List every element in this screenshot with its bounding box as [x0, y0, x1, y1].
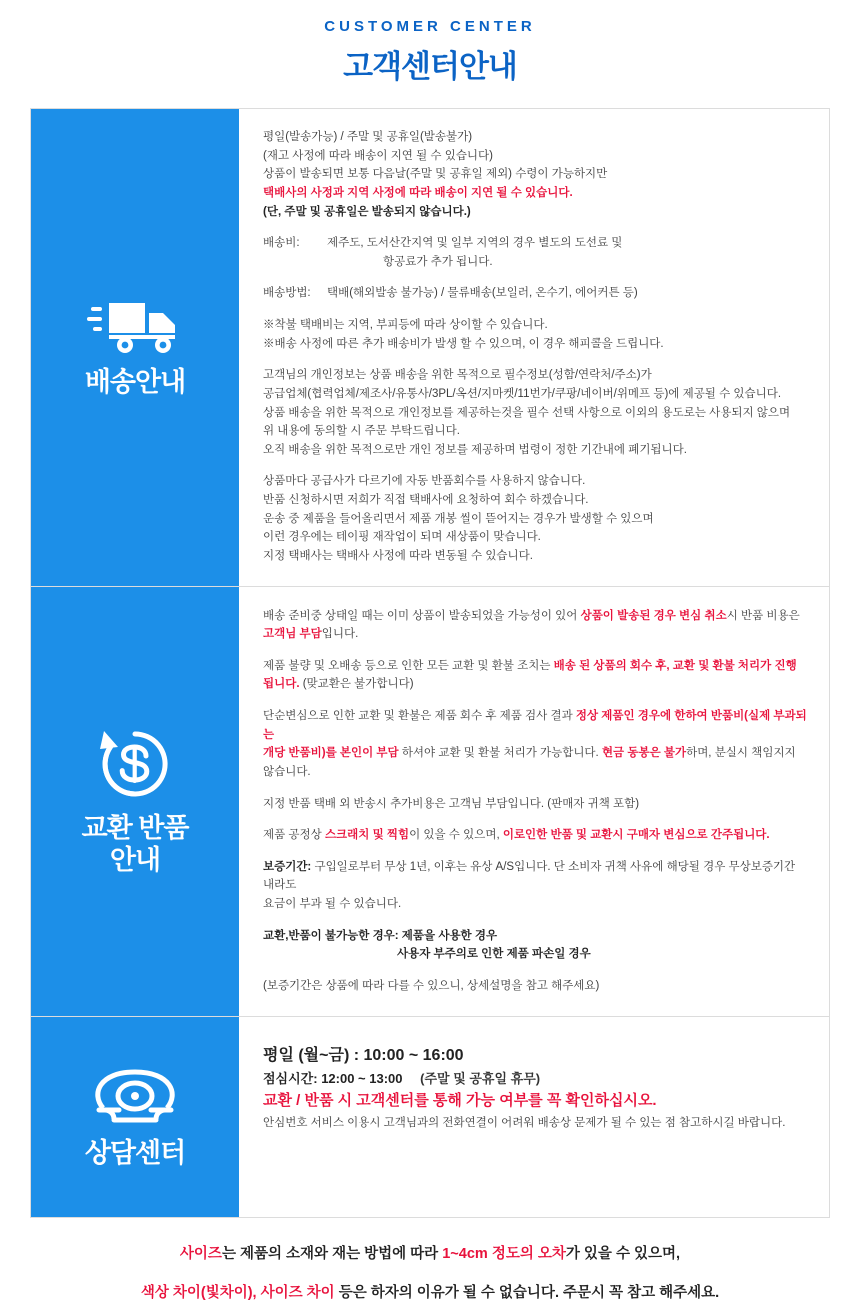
exchange-p3-c: 개당 반품비)를 본인이 부담 — [263, 747, 399, 760]
page-header — [0, 0, 860, 86]
exchange-p3-g: 않습니다. — [263, 765, 311, 778]
consult-lunch-label: 점심시간: — [263, 1071, 322, 1087]
exchange-label-line1: 교환 반품 — [81, 813, 189, 844]
delivery-schedule-line1: 평일(발송가능) / 주말 및 공휴일(발송불가) — [263, 131, 473, 143]
footer-line1-d: 가 있을 수 있으며, — [565, 1245, 681, 1262]
header-eyebrow: CUSTOMER CENTER — [324, 18, 536, 35]
exchange-p8 — [263, 977, 807, 996]
refund-dollar-icon — [96, 725, 174, 803]
exchange-p1-d: 고객님 부담 — [263, 628, 322, 641]
delivery-privacy-line2: 공급업체(협력업체/제조사/유통사/3PL/옥션/지마켓/11번가/쿠팡/네이버/위메프 등)에 제공될 수 있습니다. — [263, 387, 782, 400]
delivery-privacy-line5: 오직 배송을 위한 목적으로만 개인 정보를 제공하며 법령이 정한 기간내에 폐기됩니다. — [263, 443, 687, 456]
table-row-consult-center — [31, 1017, 829, 1217]
consult-label: 상담센터 — [84, 1137, 186, 1168]
exchange-p5-d: 이로인한 반품 및 교환시 구매자 변심으로 간주됩니다. — [502, 829, 770, 842]
delivery-return-line4: 이런 경우에는 테이핑 재작업이 되며 새상품이 맞습니다. — [263, 531, 541, 544]
delivery-privacy-line4: 위 내용에 동의할 시 주문 부탁드립니다. — [263, 425, 460, 438]
exchange-p6-c: 요금이 부과 될 수 있습니다. — [263, 898, 402, 910]
exchange-p3-f: 하며, 분실시 책임지지 — [686, 747, 796, 760]
exchange-p3-a: 단순변심으로 인한 교환 및 환불은 제품 회수 후 제품 검사 결과 — [263, 710, 576, 722]
delivery-method-key: 배송방법: — [263, 287, 311, 300]
exchange-p2-d: (맞교환은 불가합니다) — [299, 678, 414, 691]
exchange-p2-a: 제품 불량 및 오배송 등으로 인한 모든 교환 및 환불 조치는 — [263, 659, 554, 672]
consult-content — [239, 1017, 829, 1217]
delivery-schedule-line2: (재고 사정에 따라 배송이 지연 될 수 있습니다) — [263, 149, 493, 162]
delivery-block-schedule — [263, 128, 807, 221]
page-footer — [30, 1242, 830, 1307]
consult-safe-number-note: 안심번호 서비스 이용시 고객님과의 전화연결이 어려워 배송상 문제가 될 수 있는 점 참고하시길 바랍니다. — [263, 1116, 786, 1129]
consult-holiday-note: (주말 및 공휴일 휴무) — [420, 1071, 541, 1087]
exchange-p4 — [263, 795, 807, 814]
footer-line1 — [30, 1242, 830, 1267]
delivery-return-line3: 운송 중 제품을 들어올리면서 제품 개봉 씰이 뜯어지는 경우가 발생할 수 있으며 — [263, 512, 654, 525]
footer-line2-b: 등은 하자의 이유가 될 수 없습니다. 주문시 꼭 참고 해주세요. — [334, 1285, 720, 1302]
delivery-block-fee — [263, 234, 807, 271]
delivery-schedule-line5: (단, 주말 및 공휴일은 발송되지 않습니다.) — [263, 205, 471, 218]
telephone-icon — [85, 1064, 185, 1128]
delivery-fee-row — [263, 234, 807, 271]
consult-lunch-hours: 12:00 ~ 13:00 — [321, 1071, 403, 1087]
delivery-method-row — [263, 284, 807, 303]
exchange-p3 — [263, 707, 807, 782]
footer-line2 — [30, 1281, 830, 1306]
exchange-p2-c: 됩니다. — [263, 678, 300, 691]
exchange-p8-text: (보증기간은 상품에 따라 다를 수 있으니, 상세설명을 참고 해주세요) — [263, 979, 600, 992]
table-row-exchange — [31, 587, 829, 1017]
delivery-content — [239, 109, 829, 586]
exchange-p2 — [263, 657, 807, 694]
exchange-p2-b: 배송 된 상품의 회수 후, 교환 및 환불 처리가 진행 — [553, 659, 797, 672]
delivery-block-notes — [263, 316, 807, 353]
delivery-fee-value2: 항공료가 추가 됩니다. — [383, 255, 493, 268]
exchange-p7-item2: 사용자 부주의로 인한 제품 파손일 경우 — [397, 948, 591, 961]
exchange-p5-b: 스크래치 및 찍힘 — [324, 829, 410, 842]
delivery-note-1: ※착불 택배비는 지역, 부피등에 따라 상이할 수 있습니다. — [263, 319, 548, 331]
exchange-p6 — [263, 858, 807, 914]
footer-line1-a: 사이즈 — [179, 1245, 222, 1262]
exchange-p7-title: 교환,반품이 불가능한 경우: 제품을 사용한 경우 — [263, 929, 498, 942]
exchange-label-cell — [31, 587, 239, 1016]
delivery-label-cell — [31, 109, 239, 586]
exchange-p1-a: 배송 준비중 상태일 때는 이미 상품이 발송되었을 가능성이 있어 — [263, 609, 581, 622]
delivery-block-method — [263, 284, 807, 303]
delivery-method-value: 택배(해외발송 불가능) / 물류배송(보일러, 온수기, 에어커튼 등) — [327, 287, 638, 300]
exchange-p5-c: 이 있을 수 있으며, — [409, 829, 503, 842]
exchange-p1-e: 입니다. — [321, 628, 359, 641]
delivery-fee-value1: 제주도, 도서산간지역 및 일부 지역의 경우 별도의 도선료 및 — [327, 237, 623, 250]
delivery-return-line5: 지정 택배사는 택배사 사정에 따라 변동될 수 있습니다. — [263, 549, 533, 562]
delivery-return-line2: 반품 신청하시면 저희가 직접 택배사에 요청하여 회수 하겠습니다. — [263, 494, 589, 506]
delivery-block-return — [263, 472, 807, 565]
exchange-label-line2: 안내 — [109, 845, 161, 875]
exchange-label — [82, 813, 189, 877]
page-title: 고객센터안내 — [343, 49, 517, 84]
info-table — [30, 108, 830, 1218]
exchange-p1-c: 시 반품 비용은 — [726, 609, 800, 622]
exchange-p6-b: 구입일로부터 무상 1년, 이후는 유상 A/S입니다. 단 소비자 귀책 사유에 해당될 경우 무상보증기간 내라도 — [263, 860, 796, 892]
exchange-content — [239, 587, 829, 1016]
delivery-privacy-line3: 상품 배송을 위한 목적으로 개인정보를 제공하는것을 필수 선택 사항으로 이외의 용도로는 사용되지 않으며 — [263, 406, 791, 419]
delivery-privacy-line1: 고객님의 개인정보는 상품 배송을 위한 목적으로 필수정보(성함/연락처/주소)가 — [263, 369, 652, 382]
delivery-truck-icon — [87, 295, 183, 357]
exchange-p3-b: 정상 제품인 경우에 한하여 반품비(실제 부과되는 — [263, 710, 807, 741]
delivery-schedule-line3: 상품이 발송되면 보통 다음날(주말 및 공휴일 제외) 수령이 가능하지만 — [263, 168, 608, 181]
footer-line1-b: 는 제품의 소재와 재는 방법에 따라 — [221, 1245, 443, 1262]
exchange-p3-e: 현금 동봉은 불가 — [601, 747, 687, 760]
exchange-p1 — [263, 607, 807, 644]
consult-label-cell — [31, 1017, 239, 1217]
consult-notice: 교환 / 반품 시 고객센터를 통해 가능 여부를 꼭 확인하십시오. — [263, 1092, 657, 1110]
exchange-p6-a: 보증기간: — [263, 860, 312, 873]
delivery-schedule-line4: 택배사의 사정과 지역 사정에 따라 배송이 지연 될 수 있습니다. — [263, 186, 573, 199]
table-row-delivery — [31, 109, 829, 587]
delivery-note-2: ※배송 사정에 따른 추가 배송비가 발생 할 수 있으며, 이 경우 해피콜을 드립니다. — [263, 337, 664, 350]
delivery-label: 배송안내 — [84, 367, 186, 398]
exchange-p5-a: 제품 공정상 — [263, 829, 325, 842]
consult-weekday-hours: 10:00 ~ 16:00 — [363, 1046, 464, 1064]
delivery-fee-key: 배송비: — [263, 237, 300, 250]
exchange-p7 — [263, 927, 807, 964]
footer-line1-c: 1~4cm 정도의 오차 — [442, 1245, 566, 1262]
exchange-p3-d: 하셔야 교환 및 환불 처리가 가능합니다. — [398, 747, 602, 760]
exchange-p1-b: 상품이 발송된 경우 변심 취소 — [580, 609, 727, 622]
exchange-p4-text: 지정 반품 택배 외 반송시 추가비용은 고객님 부담입니다. (판매자 귀책 포함) — [263, 797, 640, 810]
consult-weekday-label: 평일 (월~금) : — [263, 1046, 364, 1064]
delivery-return-line1: 상품마다 공급사가 다르기에 자동 반품회수를 사용하지 않습니다. — [263, 475, 586, 488]
footer-line2-a: 색상 차이(빛차이), 사이즈 차이 — [140, 1285, 335, 1302]
delivery-block-privacy — [263, 366, 807, 459]
exchange-p5 — [263, 826, 807, 845]
